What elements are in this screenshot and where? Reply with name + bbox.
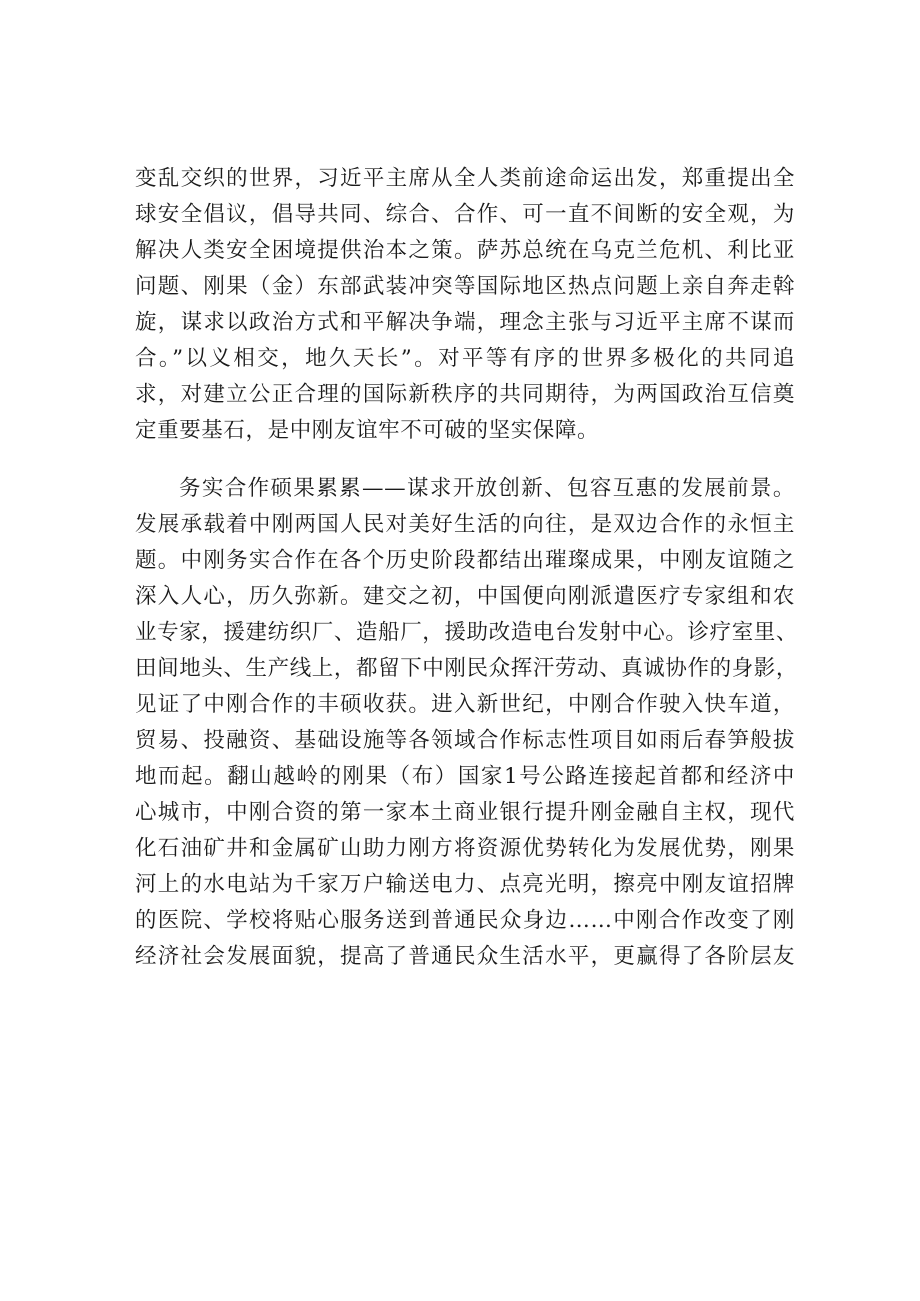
text-line: 球安全倡议，倡导共同、综合、合作、可一直不间断的安全观，为 [135, 202, 795, 227]
text-line: 题。中刚务实合作在各个历史阶段都结出璀璨成果，中刚友谊随之 [135, 548, 795, 573]
paragraph-2 [135, 471, 799, 975]
text-line: 深入人心，历久弥新。建交之初，中国便向刚派遣医疗专家组和农 [135, 584, 795, 609]
text-line: 业专家，援建纺织厂、造船厂，援助改造电台发射中心。诊疗室里、 [135, 620, 799, 645]
text-line: 地而起。翻山越岭的刚果（布）国家1号公路连接起首都和经济中 [135, 764, 795, 789]
text-line: 经济社会发展面貌，提高了普通民众生活水平，更赢得了各阶层友 [135, 944, 795, 969]
text-line: 的医院、学校将贴心服务送到普通民众身边……中刚合作改变了刚 [135, 908, 795, 933]
text-line: 化石油矿井和金属矿山助力刚方将资源优势转化为发展优势，刚果 [135, 836, 795, 861]
text-line: 合。”以义相交，地久天长”。对平等有序的世界多极化的共同追 [135, 346, 795, 371]
paragraph-1 [135, 161, 795, 449]
text-line: 务实合作硕果累累——谋求开放创新、包容互惠的发展前景。 [179, 476, 795, 501]
text-line: 旋，谋求以政治方式和平解决争端，理念主张与习近平主席不谋而 [135, 310, 795, 335]
text-line: 定重要基石，是中刚友谊牢不可破的坚实保障。 [135, 418, 600, 443]
text-line: 变乱交织的世界，习近平主席从全人类前途命运出发，郑重提出全 [135, 166, 795, 191]
text-line: 河上的水电站为千家万户输送电力、点亮光明，擦亮中刚友谊招牌 [135, 872, 795, 897]
text-line: 田间地头、生产线上，都留下中刚民众挥汗劳动、真诚协作的身影， [135, 656, 799, 681]
paragraph-spacer [135, 449, 795, 471]
text-line: 见证了中刚合作的丰硕收获。进入新世纪，中刚合作驶入快车道， [135, 692, 795, 717]
text-line: 发展承载着中刚两国人民对美好生活的向往，是双边合作的永恒主 [135, 512, 795, 537]
text-line: 问题、刚果（金）东部武装冲突等国际地区热点问题上亲自奔走斡 [135, 274, 795, 299]
text-line: 解决人类安全困境提供治本之策。萨苏总统在乌克兰危机、利比亚 [135, 238, 795, 263]
text-line: 心城市，中刚合资的第一家本土商业银行提升刚金融自主权，现代 [135, 800, 795, 825]
text-line: 贸易、投融资、基础设施等各领域合作标志性项目如雨后春笋般拔 [135, 728, 795, 753]
document-body [135, 161, 799, 975]
text-line: 求，对建立公正合理的国际新秩序的共同期待，为两国政治互信奠 [135, 382, 795, 407]
